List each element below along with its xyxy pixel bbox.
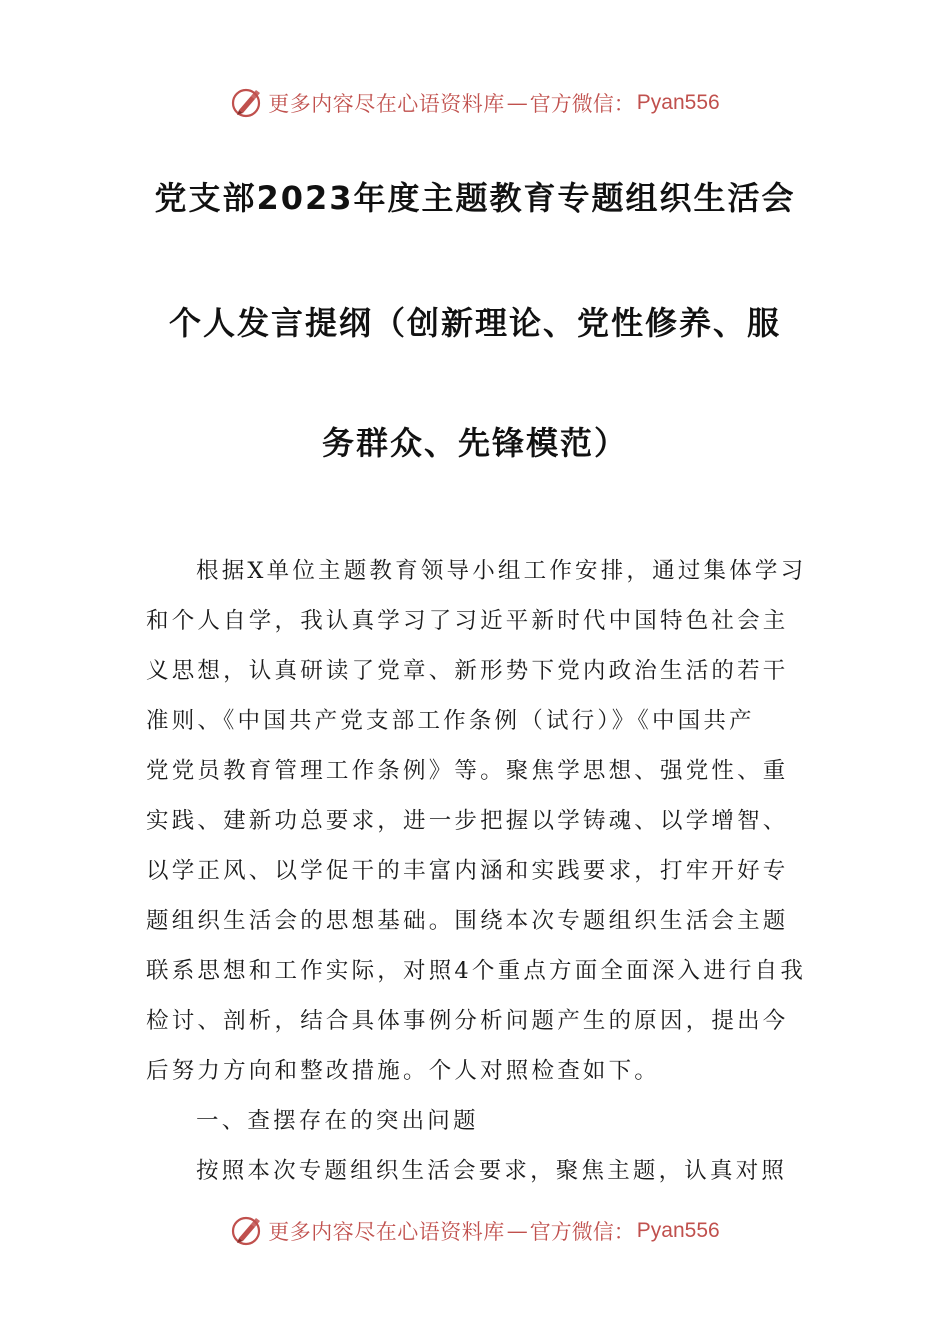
paragraph-line: 按照本次专题组织生活会要求，聚焦主题，认真对照	[196, 1158, 788, 1184]
footer-watermark	[0, 1211, 950, 1251]
paragraph-line: 题组织生活会的思想基础。围绕本次专题组织生活会主题	[146, 908, 789, 934]
paragraph-line: 根据X单位主题教育领导小组工作安排，通过集体学习	[196, 558, 807, 584]
header-watermark	[0, 83, 950, 123]
paragraph-line: 以学正风、以学促干的丰富内涵和实践要求，打牢开好专	[146, 858, 789, 884]
document-title-line-1: 党支部2023年度主题教育专题组织生活会	[154, 179, 796, 217]
paragraph-line: 义思想，认真研读了党章、新形势下党内政治生活的若干	[146, 658, 789, 684]
watermark-dash: —	[506, 1219, 528, 1243]
paragraph-line: 实践、建新功总要求，进一步把握以学铸魂、以学增智、	[146, 808, 789, 834]
watermark-wechat-id: Pyan556	[636, 1219, 720, 1242]
watermark-official-label: 官方微信：	[529, 1220, 635, 1244]
watermark-wechat-id: Pyan556	[636, 91, 720, 114]
paragraph-line: 检讨、剖析，结合具体事例分析问题产生的原因，提出今	[146, 1008, 789, 1034]
paragraph-line: 后努力方向和整改措施。个人对照检查如下。	[146, 1058, 661, 1084]
document-title-line-2: 个人发言提纲（创新理论、党性修养、服	[168, 304, 781, 342]
paragraph-line: 准则、《中国共产党支部工作条例（试行）》《中国共产	[146, 708, 755, 734]
pen-logo-icon	[230, 86, 264, 120]
section-heading: 一、查摆存在的突出问题	[196, 1108, 479, 1134]
paragraph-line: 联系思想和工作实际，对照4个重点方面全面深入进行自我	[146, 958, 807, 984]
watermark-brand-text: 更多内容尽在心语资料库	[268, 92, 505, 116]
watermark-brand-text: 更多内容尽在心语资料库	[268, 1220, 505, 1244]
watermark-dash: —	[506, 91, 528, 115]
document-title-line-3: 务群众、先锋模范）	[321, 424, 628, 462]
pen-logo-icon	[230, 1214, 264, 1248]
watermark-official-label: 官方微信：	[529, 92, 635, 116]
paragraph-line: 和个人自学，我认真学习了习近平新时代中国特色社会主	[146, 608, 789, 634]
paragraph-line: 党党员教育管理工作条例》等。聚焦学思想、强党性、重	[146, 758, 789, 784]
